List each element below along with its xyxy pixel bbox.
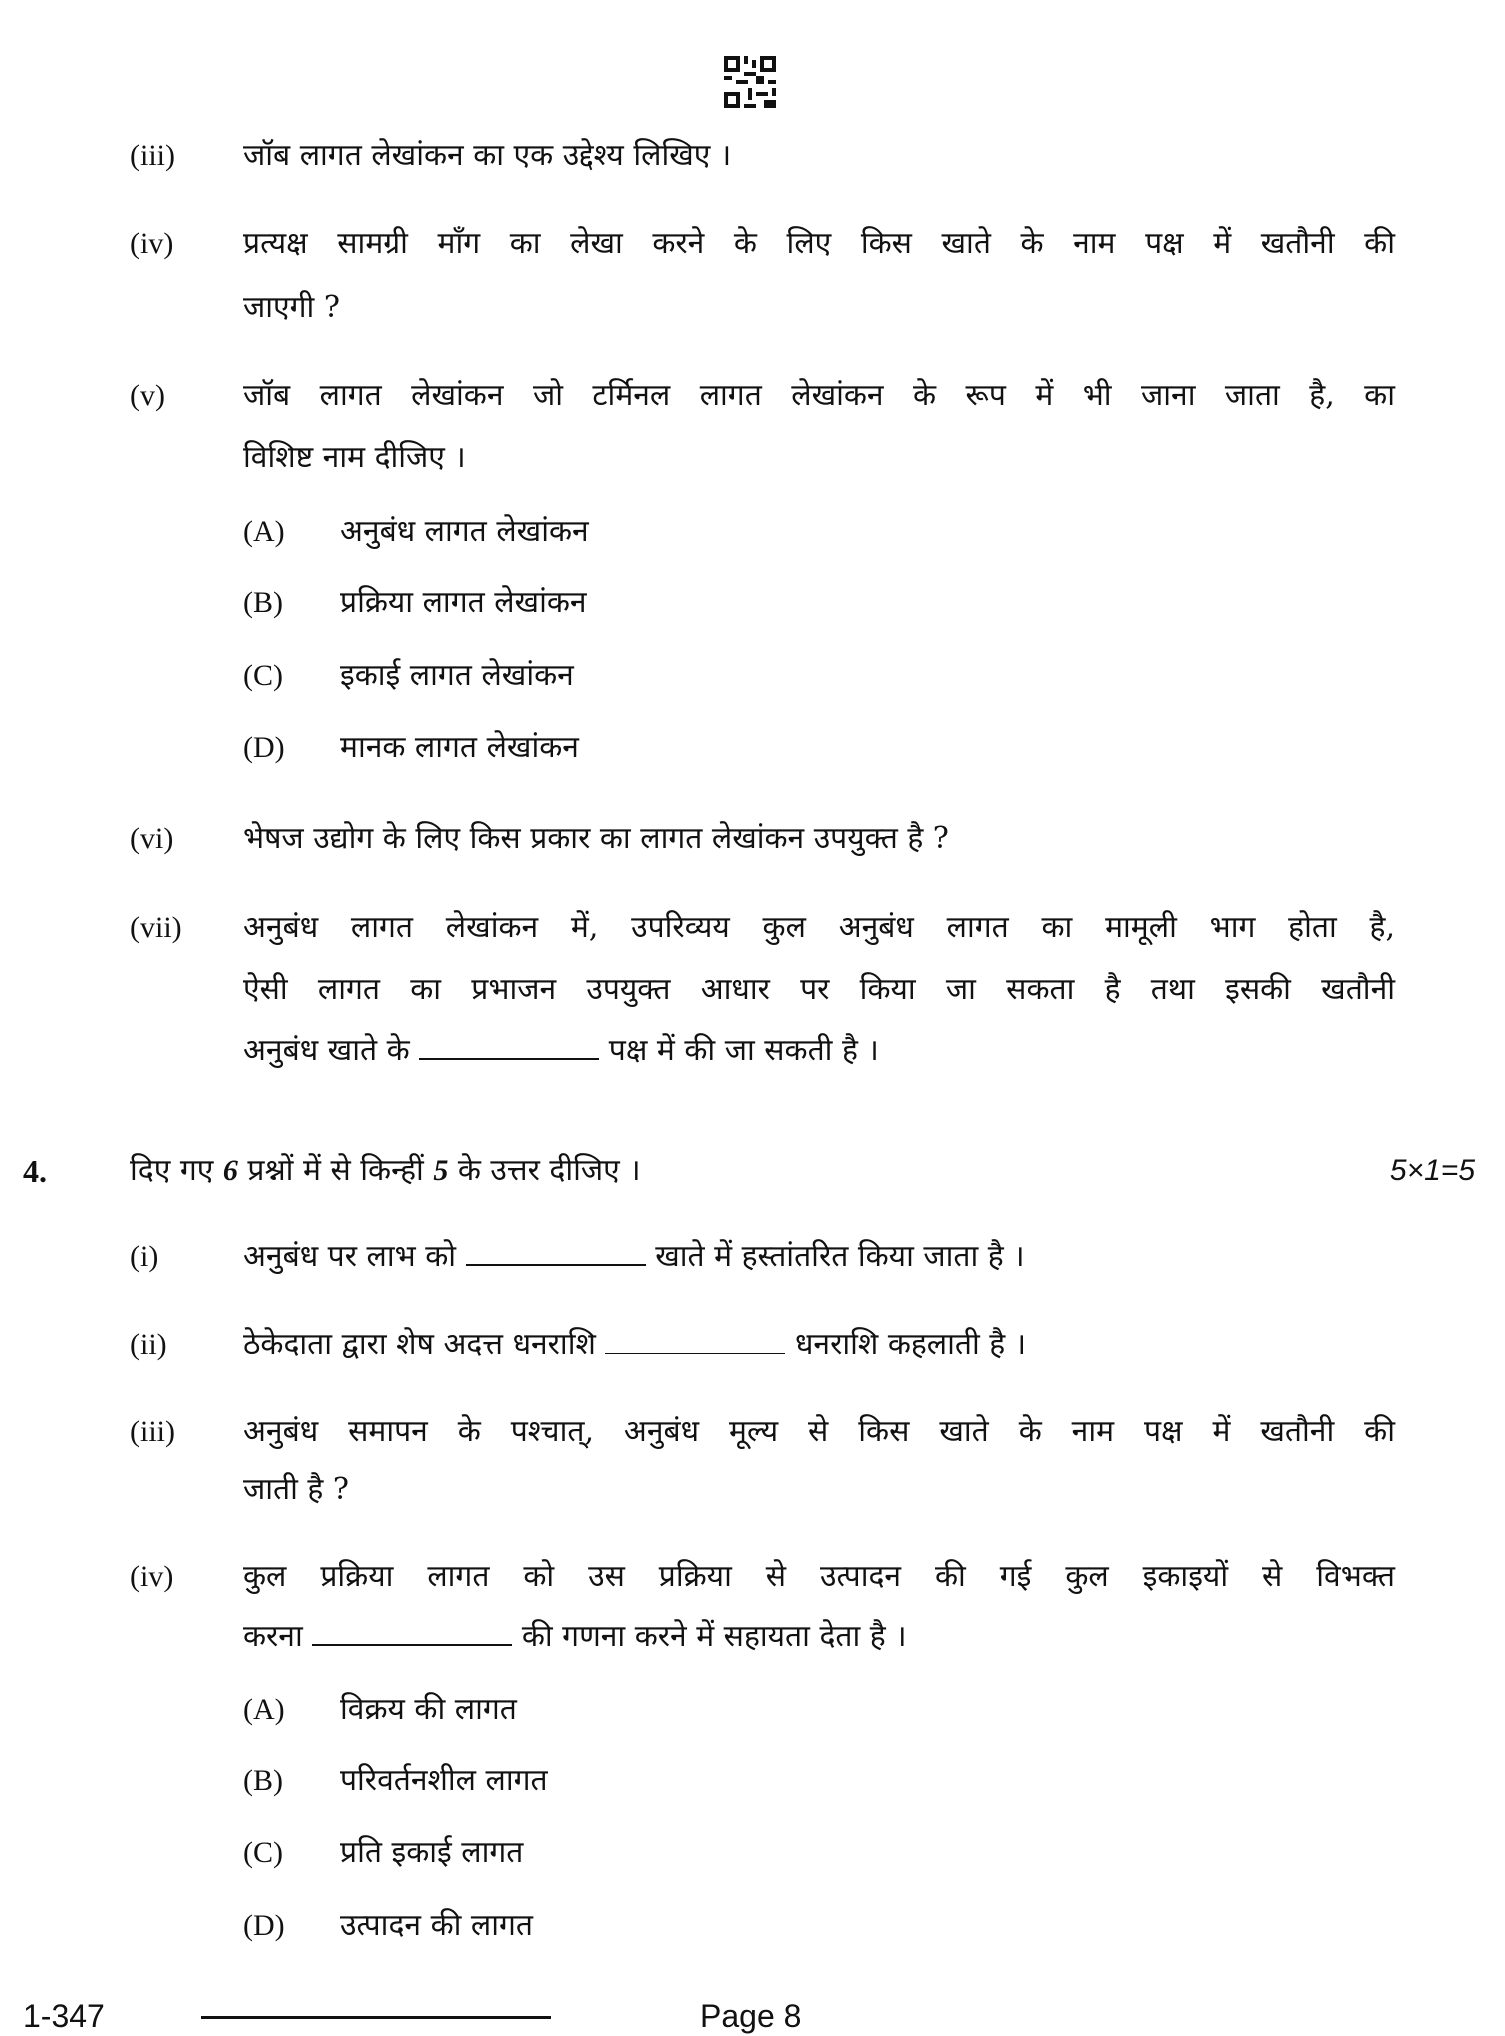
- item-label: (vi): [130, 822, 174, 855]
- answer-blank: [605, 1327, 785, 1354]
- option-text: इकाई लागत लेखांकन: [340, 658, 574, 693]
- item-text: जाती है ?: [243, 1472, 349, 1507]
- item-text: कुल प्रक्रिया लागत को उस प्रक्रिया से उत्पादन की गई कुल इकाइयों से विभक्त: [243, 1559, 1395, 1594]
- text-part: प्रश्नों में से किन्हीं: [247, 1153, 424, 1188]
- text-part: अनुबंध खाते के: [243, 1033, 410, 1068]
- footer-divider: [201, 2016, 551, 2019]
- answer-blank: [466, 1238, 646, 1266]
- text-part: पक्ष में की जा सकती है ।: [608, 1033, 879, 1068]
- text-part: ठेकेदाता द्वारा शेष अदत्त धनराशि: [243, 1327, 596, 1362]
- item-label: (ii): [130, 1328, 167, 1361]
- text-part: अनुबंध पर लाभ को: [243, 1239, 457, 1274]
- option-label: (C): [243, 1836, 283, 1869]
- item-text: जाएगी ?: [243, 290, 340, 325]
- text-part: करना: [243, 1619, 303, 1654]
- item-text: प्रत्यक्ष सामग्री माँग का लेखा करने के लिए किस खाते के नाम पक्ष में खतौनी की: [243, 226, 1395, 261]
- option-text: अनुबंध लागत लेखांकन: [340, 514, 589, 549]
- option-label: (A): [243, 1693, 285, 1726]
- option-text: प्रति इकाई लागत: [340, 1835, 524, 1870]
- option-text: प्रक्रिया लागत लेखांकन: [340, 585, 587, 620]
- paper-code: 1-347: [23, 1998, 105, 2034]
- text-part: धनराशि कहलाती है ।: [794, 1327, 1027, 1362]
- question-number: 4.: [23, 1153, 47, 1189]
- text-part: खाते में हस्तांतरित किया जाता है ।: [655, 1239, 1025, 1274]
- option-label: (D): [243, 1909, 285, 1942]
- item-text: ऐसी लागत का प्रभाजन उपयुक्त आधार पर किया जा सकता है तथा इसकी खतौनी: [243, 972, 1395, 1007]
- option-label: (B): [243, 1764, 283, 1797]
- answer-blank: [312, 1618, 512, 1646]
- item-label: (iv): [130, 227, 174, 260]
- question-instruction: [130, 1151, 641, 1191]
- item-text: [243, 1617, 907, 1657]
- item-label: (iii): [130, 139, 175, 172]
- item-text: अनुबंध समापन के पश्चात्, अनुबंध मूल्य से किस खाते के नाम पक्ष में खतौनी की: [243, 1414, 1395, 1449]
- text-part: दिए गए: [130, 1153, 214, 1188]
- option-text: विक्रय की लागत: [340, 1692, 517, 1727]
- item-text: [243, 1325, 1026, 1365]
- option-label: (D): [243, 731, 285, 764]
- item-text: जॉब लागत लेखांकन जो टर्मिनल लागत लेखांकन के रूप में भी जाना जाता है, का: [243, 378, 1395, 413]
- item-label: (iv): [130, 1560, 174, 1593]
- option-text: परिवर्तनशील लागत: [340, 1763, 548, 1798]
- item-text: अनुबंध लागत लेखांकन में, उपरिव्यय कुल अनुबंध लागत का मामूली भाग होता है,: [243, 910, 1395, 945]
- item-text: [243, 1031, 879, 1071]
- option-label: (B): [243, 586, 283, 619]
- option-text: मानक लागत लेखांकन: [340, 730, 579, 765]
- item-label: (vii): [130, 911, 182, 944]
- item-label: (i): [130, 1240, 159, 1273]
- item-label: (v): [130, 379, 165, 412]
- page-number: Page 8: [700, 1998, 802, 2034]
- option-text: उत्पादन की लागत: [340, 1908, 534, 1943]
- item-text: जॉब लागत लेखांकन का एक उद्देश्य लिखिए ।: [243, 138, 732, 173]
- option-label: (C): [243, 659, 283, 692]
- answer-blank: [419, 1032, 599, 1060]
- attempt-count: 5: [433, 1154, 449, 1187]
- qr-code-icon: [724, 56, 776, 108]
- item-text: विशिष्ट नाम दीजिए ।: [243, 440, 466, 475]
- option-label: (A): [243, 515, 285, 548]
- text-part: के उत्तर दीजिए ।: [457, 1153, 641, 1188]
- item-label: (iii): [130, 1415, 175, 1448]
- item-text: भेषज उद्योग के लिए किस प्रकार का लागत लेखांकन उपयुक्त है ?: [243, 821, 949, 856]
- item-text: [243, 1237, 1025, 1277]
- marks: 5×1=5: [1389, 1154, 1475, 1187]
- total-count: 6: [222, 1154, 238, 1187]
- text-part: की गणना करने में सहायता देता है ।: [521, 1619, 907, 1654]
